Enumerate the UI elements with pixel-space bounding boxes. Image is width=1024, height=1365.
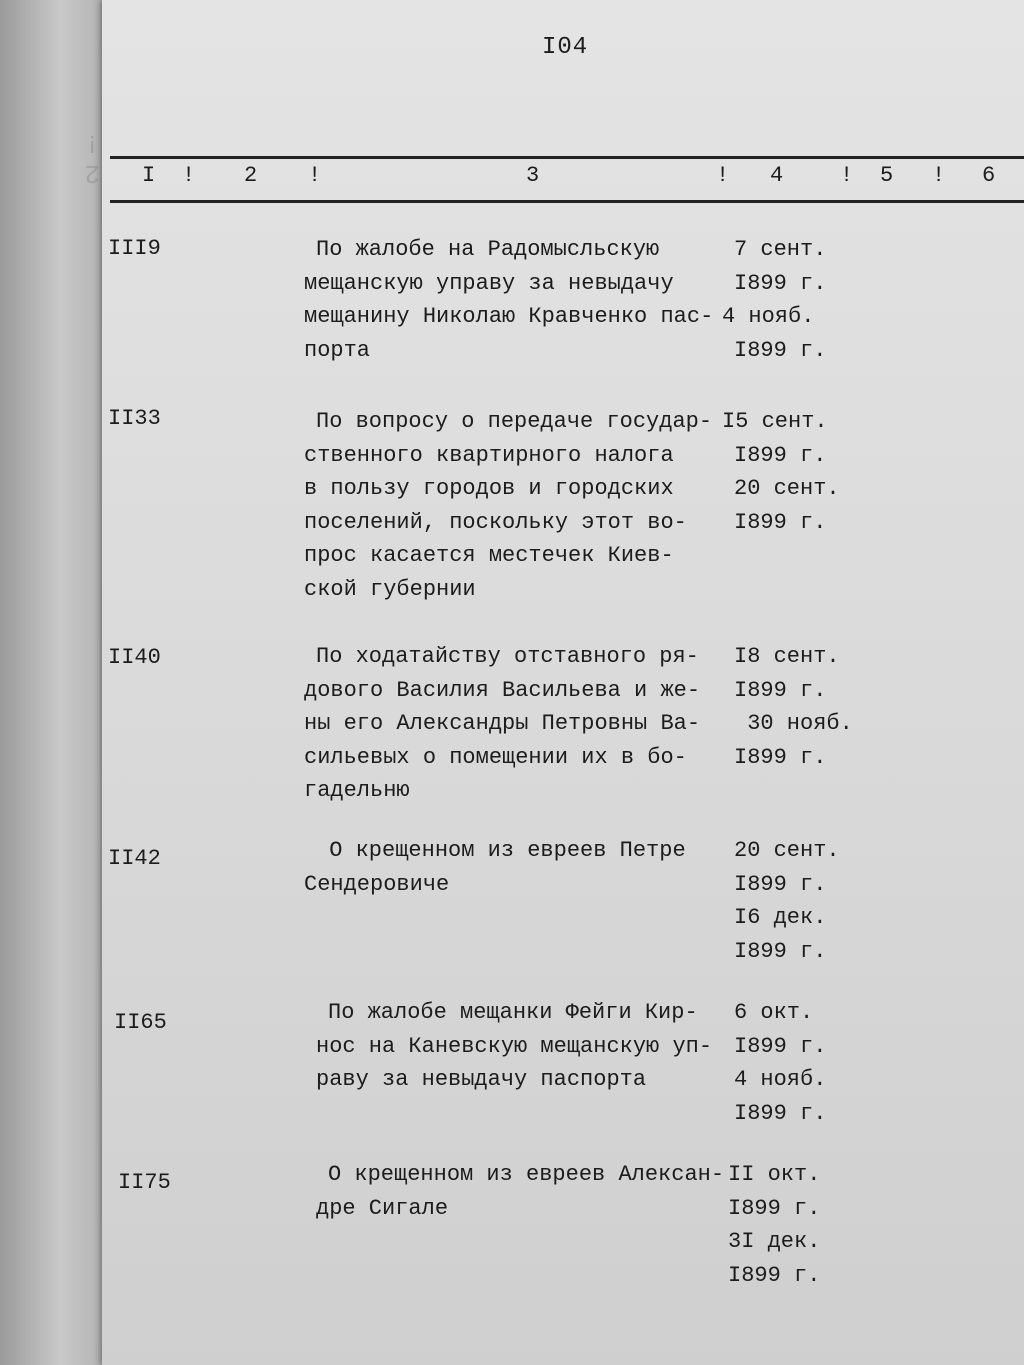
description-line: мещанскую управу за невыдачу: [304, 270, 674, 296]
date-line: I899 г.: [734, 938, 827, 964]
date-line: I899 г.: [734, 1100, 827, 1126]
date-line: 4 нояб.: [734, 1067, 827, 1092]
date-line: I899 г.: [734, 442, 827, 468]
column-separator: !: [840, 163, 854, 188]
header-rule-top: [110, 156, 1024, 159]
document-page: [102, 0, 1024, 1365]
date-line: II окт.: [728, 1162, 821, 1187]
description-line: прос касается местечек Киев-: [304, 543, 674, 568]
entry-description: [304, 834, 686, 901]
date-line: I899 г.: [728, 1262, 821, 1288]
entry-number: III9: [108, 236, 161, 261]
column-header-1: I: [142, 163, 156, 188]
date-line: I899 г.: [734, 509, 827, 535]
description-line: порта: [304, 337, 371, 363]
entry-description: [304, 1158, 724, 1225]
entry-description: [304, 233, 713, 367]
description-line: в пользу городов и городских: [304, 476, 674, 501]
description-line: дового Василия Васильева и же-: [304, 677, 701, 703]
description-line: ны его Александры Петровны Ва-: [304, 711, 701, 736]
description-line: нос на Каневскую мещанскую уп-: [316, 1033, 713, 1059]
description-line: ственного квартирного налога: [304, 442, 674, 468]
entry-dates: [722, 640, 853, 774]
entry-number: II40: [108, 645, 161, 670]
date-line: I899 г.: [734, 744, 827, 770]
description-line: гадельню: [304, 778, 410, 803]
entry-number: II75: [118, 1170, 171, 1195]
column-header-5: 5: [880, 163, 894, 188]
description-line: По жалобе на Радомысльскую: [316, 237, 660, 262]
date-line: I6 дек.: [734, 905, 827, 930]
description-line: О крещенном из евреев Петре: [316, 838, 686, 863]
date-line: 30 нояб.: [734, 711, 853, 736]
date-line: I899 г.: [734, 337, 827, 363]
entry-dates: [722, 1158, 820, 1292]
entry-description: [304, 405, 712, 606]
entry-description: [304, 996, 712, 1097]
binding-margin-text: 2 !: [66, 128, 100, 188]
date-line: 4 нояб.: [722, 304, 815, 329]
description-line: ской губернии: [304, 576, 476, 602]
column-separator: !: [182, 163, 196, 188]
date-line: 6 окт.: [734, 1000, 814, 1025]
book-spine: [0, 0, 100, 1365]
description-line: дре Сигале: [316, 1195, 449, 1221]
description-line: По жалобе мещанки Фейги Кир-: [328, 1000, 698, 1025]
column-separator: !: [932, 163, 946, 188]
date-line: I5 сент.: [722, 409, 828, 434]
date-line: 20 сент.: [734, 476, 840, 501]
entry-description: [304, 640, 700, 808]
date-line: I8 сент.: [734, 644, 840, 669]
description-line: сильевых о помещении их в бо-: [304, 744, 687, 770]
entry-number: II33: [108, 406, 161, 431]
date-line: I899 г.: [728, 1195, 821, 1221]
entry-dates: [722, 834, 840, 968]
entry-number: II42: [108, 846, 161, 871]
description-line: мещанину Николаю Кравченко пас-: [304, 304, 714, 329]
date-line: 3I дек.: [728, 1229, 821, 1254]
header-rule-bottom: [110, 200, 1024, 203]
entry-dates: [722, 405, 840, 539]
column-separator: !: [308, 163, 322, 188]
description-line: По ходатайству отставного ря-: [316, 644, 699, 669]
column-header-3: 3: [526, 163, 540, 188]
page-number: I04: [542, 34, 589, 61]
description-line: поселений, поскольку этот во-: [304, 509, 687, 535]
entry-dates: [722, 996, 826, 1130]
description-line: раву за невыдачу паспорта: [316, 1067, 647, 1092]
description-line: По вопросу о передаче государ-: [316, 409, 713, 434]
entry-dates: [722, 233, 826, 367]
date-line: I899 г.: [734, 677, 827, 703]
description-line: Сендеровиче: [304, 871, 450, 897]
date-line: 20 сент.: [734, 838, 840, 863]
description-line: О крещенном из евреев Алексан-: [328, 1162, 725, 1187]
date-line: I899 г.: [734, 270, 827, 296]
date-line: I899 г.: [734, 1033, 827, 1059]
date-line: 7 сент.: [734, 237, 827, 262]
column-header-4: 4: [770, 163, 784, 188]
date-line: I899 г.: [734, 871, 827, 897]
entry-number: II65: [114, 1010, 167, 1035]
column-header-2: 2: [244, 163, 258, 188]
column-separator: !: [716, 163, 730, 188]
column-header-6: 6: [982, 163, 996, 188]
